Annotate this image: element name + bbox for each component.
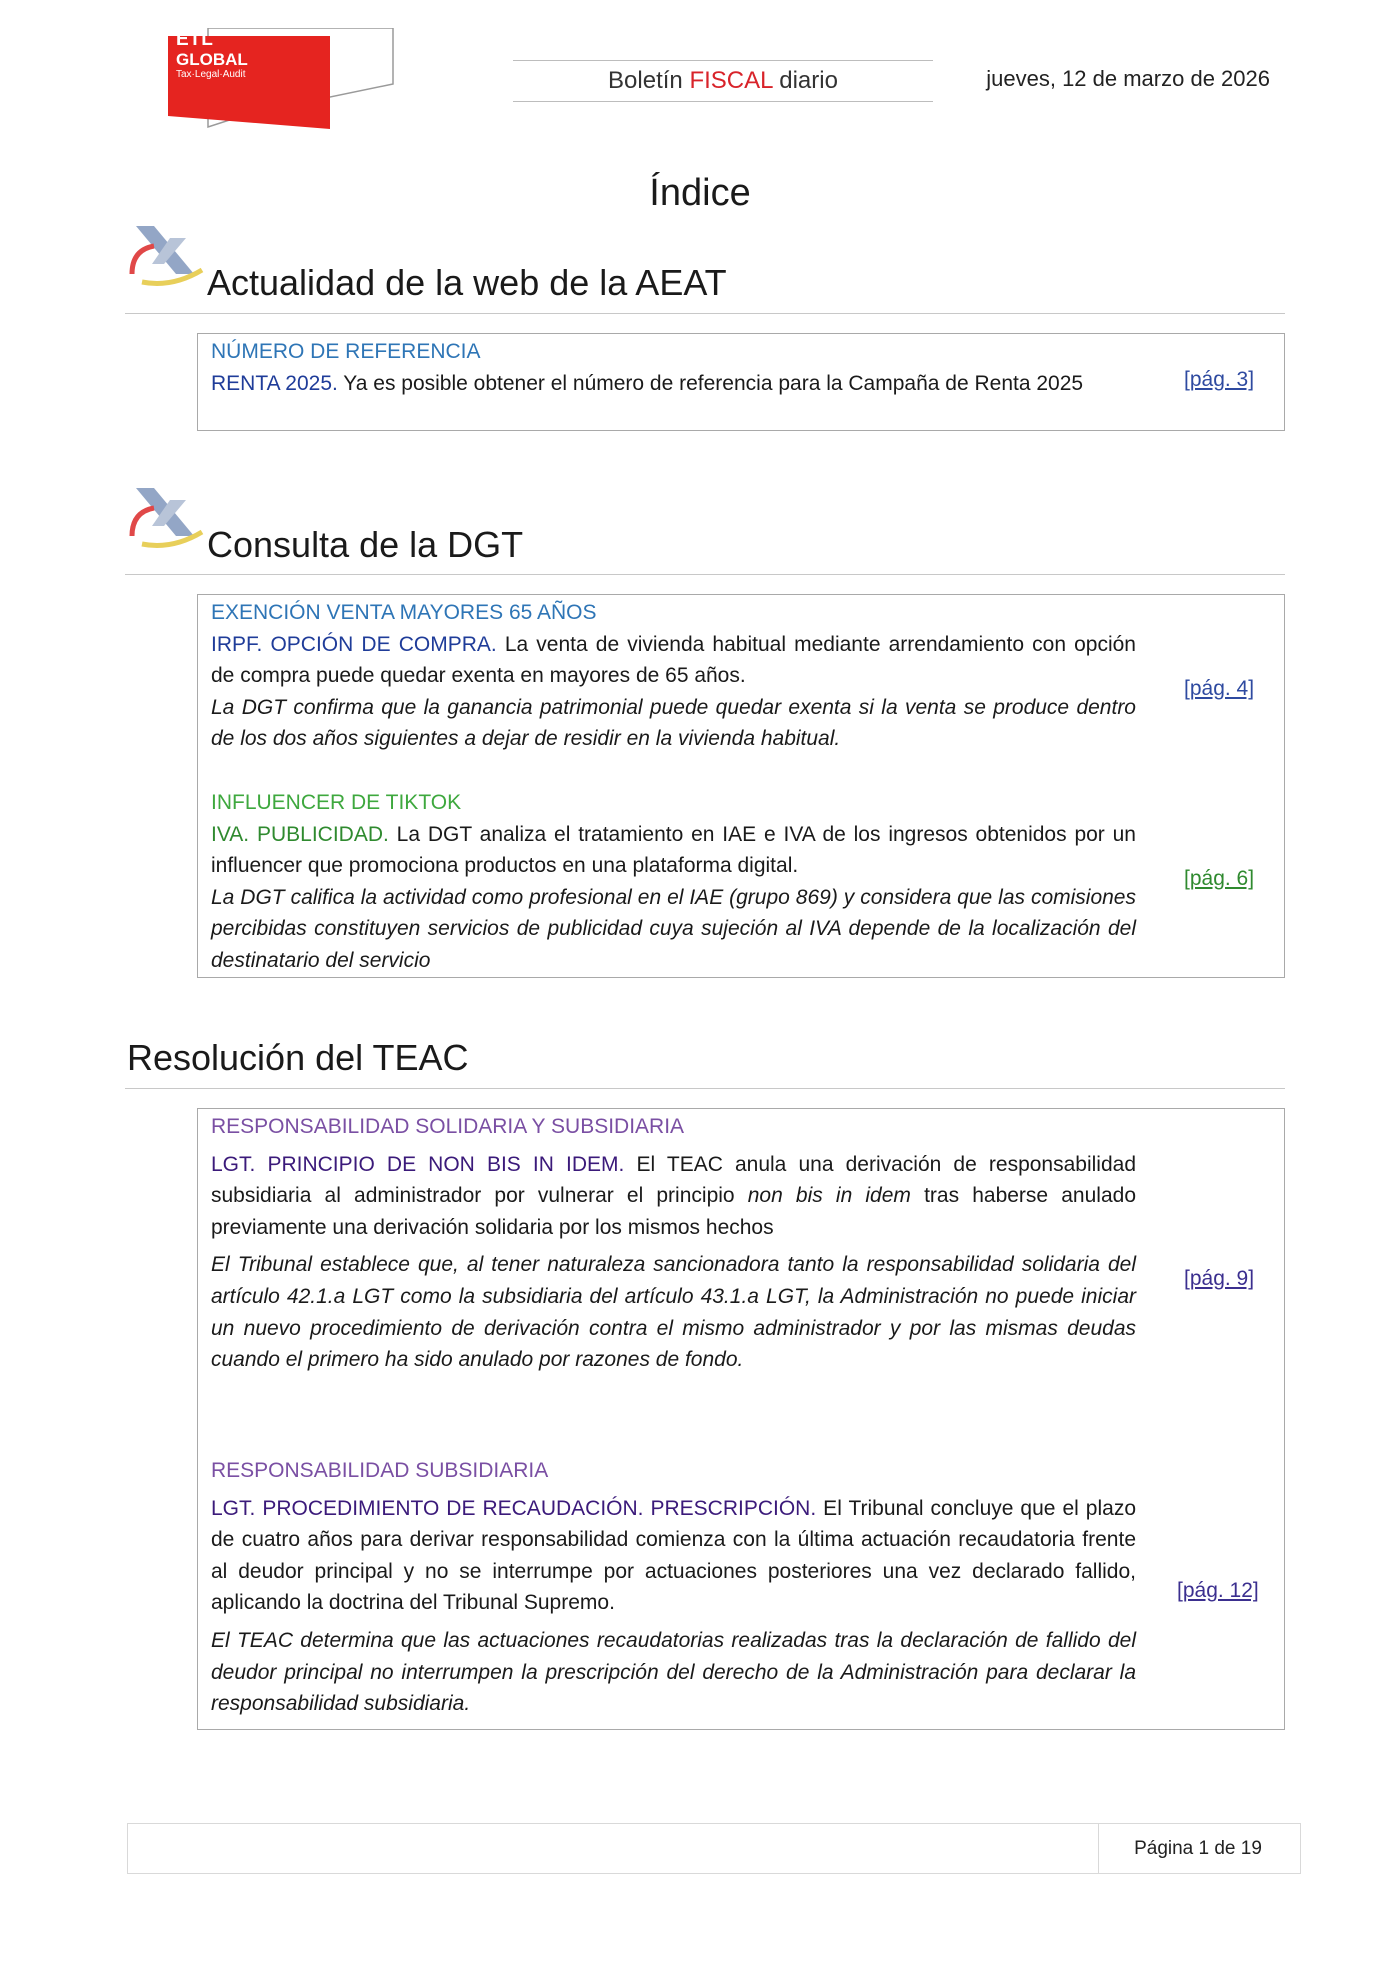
entry-headline: RENTA 2025. [211, 371, 338, 395]
bulletin-date: jueves, 12 de marzo de 2026 [986, 66, 1270, 91]
page-footer [127, 1823, 1301, 1874]
section-divider [125, 574, 1285, 575]
logo-etl-text: ETL [176, 29, 214, 50]
section-divider [125, 313, 1285, 314]
section-title-aeat: Actualidad de la web de la AEAT [207, 262, 727, 303]
entry-summary: La DGT califica la actividad como profesional en el IAE (grupo 869) y considera que las comisiones percibidas constituyen servicios de publicidad cuya sujeción al IVA depende de la localización del destinatario del servicio [211, 885, 1136, 972]
entry-text: La DGT analiza el tratamiento en IAE e IVA de los ingresos obtenidos por un influencer que promociona productos en una plataforma digital. [211, 822, 1136, 878]
index-box-aeat [197, 333, 1285, 431]
entry-headline: IRPF. OPCIÓN DE COMPRA. [211, 632, 497, 656]
page-link-4[interactable]: [pág. 4] [1184, 677, 1255, 700]
entry-text: tras haberse anulado previamente una derivación solidaria por los mismos hechos [211, 1184, 1136, 1239]
bulletin-title-highlight: FISCAL [689, 67, 773, 94]
section-divider [125, 1088, 1285, 1089]
section-title-dgt: Consulta de la DGT [207, 524, 524, 565]
entry-text-italic: non bis in idem [747, 1184, 911, 1208]
entry-category: EXENCIÓN VENTA MAYORES 65 AÑOS [211, 601, 597, 624]
entry-category: NÚMERO DE REFERENCIA [211, 340, 481, 363]
index-entry [211, 597, 1136, 755]
etl-global-logo [168, 28, 398, 130]
aeat-logo-icon [128, 222, 208, 292]
page-link-12[interactable]: [pág. 12] [1177, 1579, 1259, 1602]
index-entry [211, 336, 1136, 399]
page-link-6[interactable]: [pág. 6] [1184, 867, 1255, 890]
entry-summary: La DGT confirma que la ganancia patrimonial puede quedar exenta si la venta se produce dentro de los dos años siguientes a dejar de residir en la vivienda habitual. [211, 695, 1136, 751]
bulletin-title-suffix: diario [772, 67, 838, 94]
index-title: Índice [649, 172, 751, 214]
logo-global-text: GLOBAL [176, 50, 248, 69]
index-box-teac [197, 1108, 1285, 1730]
entry-summary: El Tribunal establece que, al tener naturaleza sancionadora tanto la responsabilidad solidaria del artículo 42.1.a LGT como la subsidiaria del artículo 43.1.a LGT, la Administración no puede iniciar un nuevo procedimiento de derivación contra el mismo administrador y por las mismas deudas cuando el primero ha sido anulado por razones de fondo. [211, 1253, 1136, 1372]
entry-category: RESPONSABILIDAD SUBSIDIARIA [211, 1459, 549, 1482]
entry-category: RESPONSABILIDAD SOLIDARIA Y SUBSIDIARIA [211, 1115, 685, 1138]
bulletin-title [513, 60, 933, 102]
aeat-logo-icon [128, 484, 208, 554]
entry-headline: LGT. PRINCIPIO DE NON BIS IN IDEM. [211, 1152, 625, 1176]
index-entry [211, 787, 1136, 977]
bulletin-title-prefix: Boletín [608, 67, 690, 94]
index-entry [211, 1455, 1136, 1720]
index-box-dgt [197, 594, 1285, 978]
section-title-teac: Resolución del TEAC [127, 1037, 469, 1078]
entry-headline: IVA. PUBLICIDAD. [211, 822, 389, 846]
entry-text: El Tribunal concluye que el plazo de cuatro años para derivar responsabilidad comienza con la última actuación recaudatoria frente al deudor principal y no se interrumpe por actuaciones posteriores una vez declarado fallido, aplicando la doctrina del Tribunal Supremo. [211, 1496, 1137, 1615]
entry-summary: El TEAC determina que las actuaciones recaudatorias realizadas tras la declaración de fallido del deudor principal no interrumpen la prescripción del derecho de la Administración para declarar la responsabilidad subsidiaria. [211, 1628, 1136, 1716]
entry-text: La venta de vivienda habitual mediante arrendamiento con opción de compra puede quedar exenta en mayores de 65 años. [211, 632, 1136, 688]
page-link-3[interactable]: [pág. 3] [1184, 368, 1255, 391]
page-link-9[interactable]: [pág. 9] [1184, 1267, 1255, 1290]
index-entry [211, 1111, 1136, 1376]
entry-headline: LGT. PROCEDIMIENTO DE RECAUDACIÓN. PRESCRIPCIÓN. [211, 1496, 817, 1520]
page-number: Página 1 de 19 [1134, 1838, 1262, 1859]
entry-category: INFLUENCER DE TIKTOK [211, 791, 462, 814]
entry-text: Ya es posible obtener el número de referencia para la Campaña de Renta 2025 [337, 371, 1084, 395]
logo-tagline: Tax·Legal·Audit [176, 69, 246, 80]
entry-text: El TEAC anula una derivación de responsabilidad subsidiaria al administrador por vulnerar el principio [211, 1152, 1136, 1208]
